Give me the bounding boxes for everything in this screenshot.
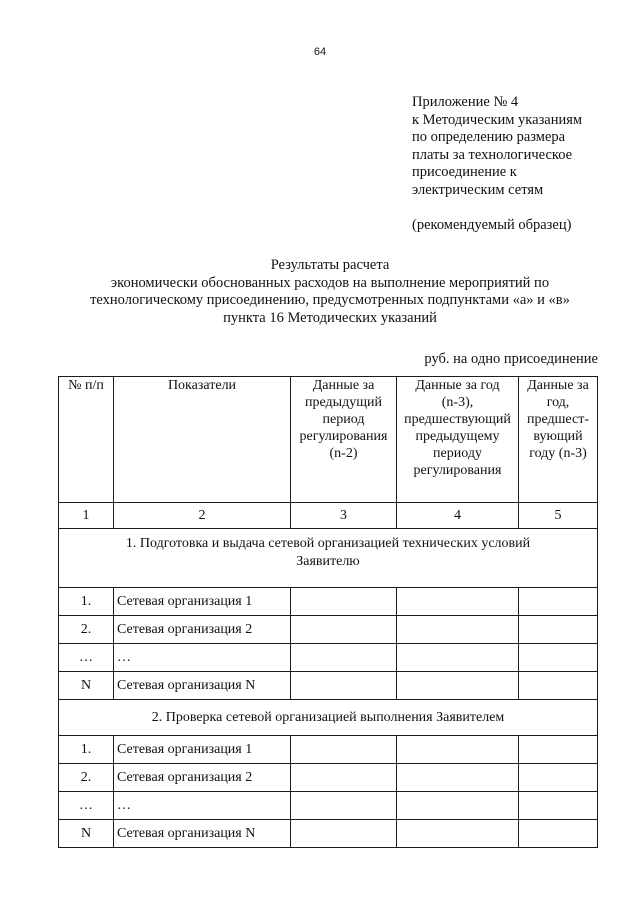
value-cell <box>397 764 519 792</box>
value-cell <box>291 736 397 764</box>
column-number: 4 <box>397 503 519 529</box>
row-index: 2. <box>59 616 114 644</box>
value-cell <box>291 588 397 616</box>
value-cell <box>397 672 519 700</box>
header-index: № п/п <box>59 377 114 503</box>
appendix-line: по определению размера <box>412 129 566 145</box>
column-number: 3 <box>291 503 397 529</box>
header-year-n3: Данные за год (n-3), предшествующий предыдущему периоду регулирования <box>397 377 519 503</box>
table-row <box>59 792 598 820</box>
value-cell <box>397 736 519 764</box>
section-title: 2. Проверка сетевой организацией выполнения Заявителем <box>59 700 598 736</box>
column-number: 2 <box>114 503 291 529</box>
value-cell <box>519 672 598 700</box>
value-cell <box>291 764 397 792</box>
section-title: 1. Подготовка и выдача сетевой организацией технических условий Заявителю <box>59 529 598 588</box>
row-index: … <box>59 644 114 672</box>
row-name: … <box>114 792 291 820</box>
value-cell <box>397 644 519 672</box>
value-cell <box>291 644 397 672</box>
appendix-note: (рекомендуемый образец) <box>412 217 572 233</box>
document-title <box>60 257 600 327</box>
row-name: … <box>114 644 291 672</box>
table-row <box>59 644 598 672</box>
row-index: … <box>59 792 114 820</box>
units-label: руб. на одно присоединение <box>424 351 598 367</box>
value-cell <box>519 820 598 848</box>
value-cell <box>397 820 519 848</box>
report-table <box>58 376 598 848</box>
table-row <box>59 672 598 700</box>
value-cell <box>397 588 519 616</box>
header-previous-period: Данные за предыдущий период регулирования (n-2) <box>291 377 397 503</box>
value-cell <box>397 792 519 820</box>
table-row <box>59 736 598 764</box>
header-row <box>59 377 598 503</box>
row-name: Сетевая организация 1 <box>114 736 291 764</box>
row-name: Сетевая организация 2 <box>114 764 291 792</box>
row-index: 2. <box>59 764 114 792</box>
column-number: 1 <box>59 503 114 529</box>
page-number: 64 <box>313 46 327 58</box>
value-cell <box>519 616 598 644</box>
row-name: Сетевая организация N <box>114 820 291 848</box>
table-row <box>59 764 598 792</box>
value-cell <box>291 616 397 644</box>
row-name: Сетевая организация 2 <box>114 616 291 644</box>
appendix-block <box>412 94 632 235</box>
column-numbers-row <box>59 503 598 529</box>
value-cell <box>519 588 598 616</box>
table-row <box>59 820 598 848</box>
table-row <box>59 588 598 616</box>
table-row <box>59 616 598 644</box>
row-index: N <box>59 672 114 700</box>
title-line: экономически обоснованных расходов на выполнение мероприятий по <box>110 274 550 291</box>
row-name: Сетевая организация N <box>114 672 291 700</box>
value-cell <box>519 764 598 792</box>
appendix-line: Приложение № 4 <box>412 94 519 110</box>
value-cell <box>397 616 519 644</box>
value-cell <box>291 672 397 700</box>
value-cell <box>291 820 397 848</box>
appendix-line: к Методическим указаниям <box>412 111 583 128</box>
row-index: 1. <box>59 588 114 616</box>
section-header-row <box>59 529 598 588</box>
value-cell <box>519 792 598 820</box>
row-index: 1. <box>59 736 114 764</box>
title-line: технологическому присоединению, предусмотренных подпунктами «а» и «в» <box>90 292 570 308</box>
title-line: пункта 16 Методических указаний <box>223 309 437 326</box>
column-number: 5 <box>519 503 598 529</box>
row-name: Сетевая организация 1 <box>114 588 291 616</box>
appendix-line: платы за технологическое <box>412 146 573 163</box>
row-index: N <box>59 820 114 848</box>
header-year-before-n3: Данные за год, предшест- вующий году (n-3) <box>519 377 598 503</box>
appendix-line: присоединение к <box>412 164 517 180</box>
title-line: Результаты расчета <box>270 257 390 273</box>
section-header-row <box>59 700 598 736</box>
appendix-line: электрическим сетям <box>412 181 544 198</box>
header-indicators: Показатели <box>114 377 291 503</box>
value-cell <box>291 792 397 820</box>
value-cell <box>519 644 598 672</box>
value-cell <box>519 736 598 764</box>
